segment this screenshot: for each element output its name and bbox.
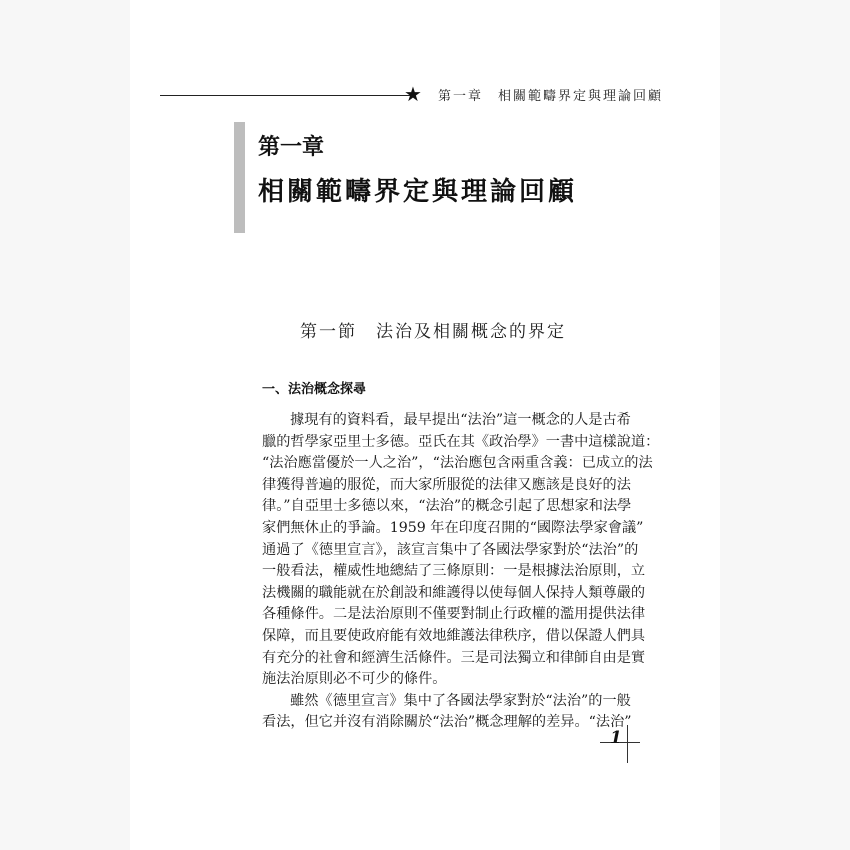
text-line: 各種條件。二是法治原則不僅要對制止行政權的濫用提供法律 xyxy=(262,606,646,623)
chapter-number: 第一章 xyxy=(258,134,325,160)
text-line: 家們無休止的爭論。1959 年在印度召開的“國際法學家會議” xyxy=(262,519,644,536)
text-line: 據現有的資料看，最早提出“法治”這一概念的人是古希 xyxy=(290,412,631,428)
text-line: 有充分的社會和經濟生活條件。三是司法獨立和律師自由是實 xyxy=(262,649,646,666)
text-line: 一般看法，權威性地總結了三條原則：一是根據法治原則，立 xyxy=(262,563,646,580)
running-header: 第一章 相關範疇界定與理論回顧 xyxy=(438,89,664,104)
header-rule xyxy=(160,95,412,96)
subsection-heading: 一、法治概念探尋 xyxy=(262,382,367,397)
section-title: 第一節 法治及相關概念的界定 xyxy=(300,322,566,342)
text-line: 雖然《德里宣言》集中了各國法學家對於“法治”的一般 xyxy=(290,692,631,709)
star-icon: ★ xyxy=(404,82,422,106)
chapter-accent-bar xyxy=(234,122,245,233)
text-line: 律獲得普遍的服從，而大家所服從的法律又應該是良好的法 xyxy=(262,476,631,493)
chapter-title: 相關範疇界定與理論回顧 xyxy=(258,177,578,207)
text-line: 臘的哲學家亞里士多德。亞氏在其《政治學》一書中這樣說道： xyxy=(262,433,660,450)
text-line: 看法，但它并沒有消除關於“法治”概念理解的差异。“法治” xyxy=(262,714,632,731)
text-line: 施法治原則必不可少的條件。 xyxy=(262,671,447,688)
text-line: 保障，而且要使政府能有效地維護法律秩序，借以保證人們具 xyxy=(262,627,646,644)
folio-rule-vertical xyxy=(627,725,628,763)
text-line: 法機關的職能就在於創設和維護得以使每個人保持人類尊嚴的 xyxy=(262,584,646,601)
page-number: 1 xyxy=(610,728,622,748)
body-text xyxy=(262,410,660,734)
text-line: 律。”自亞里士多德以來，“法治”的概念引起了思想家和法學 xyxy=(262,498,632,515)
text-line: 通過了《德里宣言》，該宣言集中了各國法學家對於“法治”的 xyxy=(262,541,639,558)
text-line: “法治應當優於一人之治”，“法治應包含兩重含義：已成立的法 xyxy=(262,455,653,472)
